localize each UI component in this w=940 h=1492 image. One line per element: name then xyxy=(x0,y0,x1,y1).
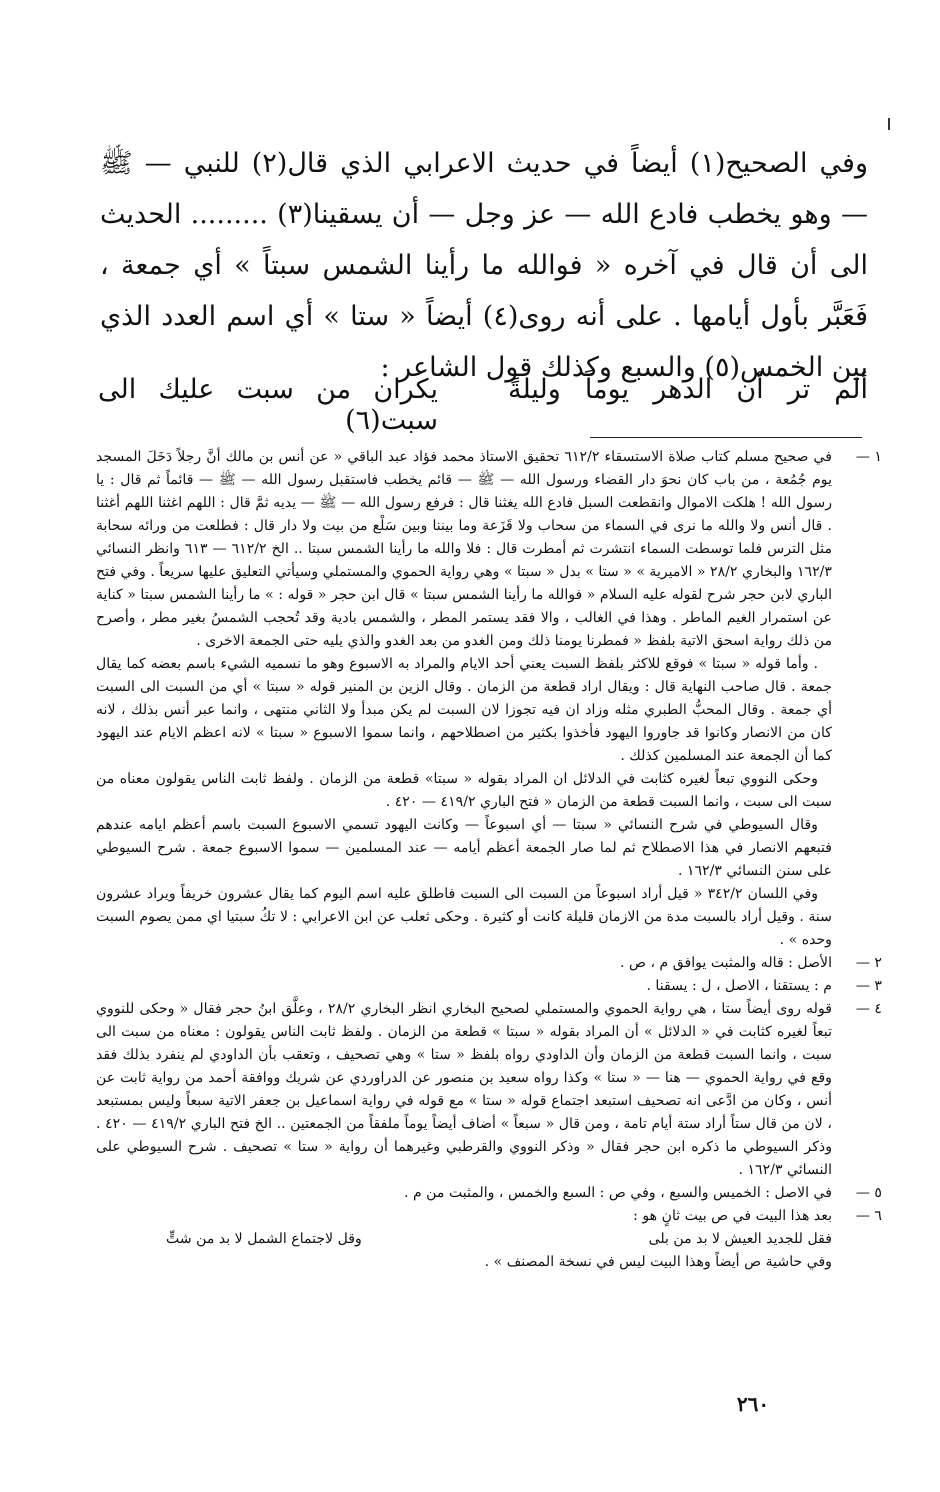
footnotes xyxy=(96,446,882,1274)
main-text xyxy=(100,138,868,393)
footnote-5 xyxy=(96,1182,882,1205)
footnote-paragraph: بعد هذا البيت في ص بيت ثانٍ هو : xyxy=(633,1208,832,1224)
footnote-6 xyxy=(96,1205,882,1274)
footnote-paragraph: وقال السيوطي في شرح النسائي « سبتا — أي اسبوعاً — وكانت اليهود تسمي الاسبوع السبت باسم أعظم ايامه عندهم فتبعهم الانصار في هذا الاصطلاح ثم لما صار الجمعة أعظم أيامه — عند المسلمين — سموا الاسبوع جمعة . شرح السيوطي على سنن النسائي ١٦٢/٣ . xyxy=(96,817,832,879)
footnote-paragraph: وحكى النووي تبعاً لغيره كثابت في الدلائل ان المراد بقوله « سبتا» قطعة من الزمان . ولفظ ثابت الناس يقولون معناه من سبت الى سبت ، وانما السبت قطعة من الزمان « فتح الباري ٤١٩/٢ — ٤٢٠ . xyxy=(96,771,832,810)
footnote-paragraph: الأصل : قاله والمثبت يوافق م ، ص . xyxy=(620,955,832,971)
footnote-2 xyxy=(96,952,882,975)
page-number: ٢٦٠ xyxy=(736,1392,770,1416)
footnote-3 xyxy=(96,975,882,998)
footnote-paragraph: وفي اللسان ٣٤٢/٢ « قيل أراد اسبوعاً من السبت الى السبت فاطلق عليه اسم اليوم كما يقال عشرون خريفاً ويراد عشرون سنة . وقيل أراد بالسبت مدة من الازمان قليلة كانت أو كثيرة . وحكى ثعلب عن ابن الاعرابي : لا تكُ سبتيا اي ممن يصوم السبت وحده » . xyxy=(96,886,832,948)
scan-mark xyxy=(888,118,890,130)
footnote-verse-first: فقل للجديد العيش لا بد من بلى xyxy=(648,1231,832,1247)
poem-verse xyxy=(98,374,868,436)
footnote-body xyxy=(96,446,832,952)
footnote-body xyxy=(96,1205,832,1274)
footnote-body xyxy=(96,952,832,975)
footnote-paragraph: وفي حاشية ص أيضاً وهذا البيت ليس في نسخة المصنف » . xyxy=(484,1254,832,1270)
footnote-number: ٢ — xyxy=(855,955,882,971)
footnote-verse-second: وقل لاجتماع الشمل لا بد من شتٍّ xyxy=(166,1231,362,1247)
footnote-number: ٦ — xyxy=(855,1208,882,1224)
footnote-number: ٥ — xyxy=(855,1185,882,1201)
footnote-paragraph: . وأما قوله « سبتا » فوقع للاكثر بلفظ السبت يعني أحد الايام والمراد به الاسبوع وهو ما نسميه الشيء باسم بعضه كما يقال جمعة . قال صاحب النهاية قال : ويقال اراد قطعة من الزمان . وقال الزين بن المنير قوله « سبتا » أي من السبت الى السبت أي جمعة . وقال المحبُّ الطبري مثله وزاد ان فيه تجوزا لان السبت لم يكن مبدأ ولا الثاني منتهى ، وانما عبر أنس بذلك ، لانه كان من الانصار وكانوا قد جاوروا اليهود فأخذوا بكثير من اصطلاحهم ، وانما سموا الاسبوع « سبتا » لانه اعظم الايام عند اليهود كما أن الجمعة عند المسلمين كذلك . xyxy=(96,656,832,764)
footnote-number: ١ — xyxy=(855,449,882,465)
footnote-paragraph: في صحيح مسلم كتاب صلاة الاستسقاء ٦١٢/٢ تحقيق الاستاذ محمد فؤاد عبد الباقي « عن أنس بن مالك أنَّ رجلاً دَخَلَ المسجد يوم جُمُعة ، من باب كان نحوَ دار القضاء ورسول الله — ﷺ — قائم يخطب فاستقبل رسول الله — ﷺ — قائماً ثم قال : يا رسول الله ! هلكت الاموال وانقطعت السبل فادع الله يغثنا قال : فرفع رسول الله — ﷺ — يديه ثمَّ قال : اللهم اغثنا اللهم أغثنا . قال أنس ولا والله ما نرى في السماء من سحاب ولا قَزَعة وما بيننا وبين سَلْع من بيت ولا دار قال : فطلعت من ورائه سحابة مثل الترس فلما توسطت السماء انتشرت ثم أمطرت قال : فلا والله ما رأينا الشمس سبتا .. الخ ٦١٢/٢ — ٦١٣ وانظر النسائي ١٦٢/٣ والبخاري ٢٨/٢ « الاميرية » « ستا » بدل « سبتا » وهي رواية الحموي والمستملي وسيأتي التعليق عليها سريعاً . وفي فتح الباري لابن حجر شرح لقوله عليه السلام « فوالله ما رأينا الشمس سبتا » قال ابن حجر « قوله : » ما رأينا الشمس سبتا « كناية عن استمرار الغيم الماطر . وهذا في الغالب ، والا فقد يستمر المطر ، والشمس بادية وقد تُحجب الشمسُ بغير مطر ، وأصرح من ذلك رواية اسحق الاتية بلفظ « فمطرنا يومنا ذلك ومن الغدو من بعد الغدو والذي يليه حتى الجمعة الاخرى . xyxy=(96,449,833,649)
footnote-1 xyxy=(96,446,882,952)
footnote-number: ٣ — xyxy=(855,978,882,994)
verse-second-hemistich: يكران من سبت عليك الى سبت(٦) xyxy=(98,374,438,436)
footnote-body xyxy=(96,1182,832,1205)
footnote-separator xyxy=(590,437,862,438)
verse-first-hemistich: ألم تر أن الدهر يوماً وليلةً xyxy=(508,374,868,405)
footnote-paragraph: قوله روى أيضاً ستا ، هي رواية الحموي والمستملي لصحيح البخاري انظر البخاري ٢٨/٢ ، وعلَّق ابنُ حجر فقال « وحكى للنووي تبعاً لغيره كثابت في « الدلائل » أن المراد بقوله « سبتا » قطعة من الزمان . ولفظ ثابت الناس يقولون : معناه من سبت الى سبت ، وانما السبت قطعة من الزمان وأن الداودي رواه بلفظ « ستا » وهي تصحيف ، وتعقب بأن الداودي لم ينفرد بذلك فقد وقع في رواية الحموي — هنا — « ستا » وكذا رواه سعيد بن منصور عن الدراوردي عن شريك ووافقة أحمد من رواية ثابت عن أنس ، وكان من ادَّعى انه تصحيف استبعد اجتماع قوله « ستا » مع قوله في رواية اسماعيل بن جعفر الاتية سبعاً وليس بمستبعد ، لان من قال ستاً أراد ستة أيام تامة ، ومن قال « سبعاً » أضاف أيضاً يوماً ملفقاً من الجمعتين .. الخ فتح الباري ٤١٩/٢ — ٤٢٠ . وذكر السيوطي ما ذكره ابن حجر فقال « وذكر النووي والقرطبي وغيرهما أن رواية « ستا » تصحيف . شرح السيوطي على النسائي ١٦٢/٣ . xyxy=(96,1001,833,1178)
footnote-paragraph: في الاصل : الخميس والسبع ، وفي ص : السبع والخمس ، والمثبت من م . xyxy=(404,1185,832,1201)
footnote-number: ٤ — xyxy=(855,1001,882,1017)
footnote-body xyxy=(96,975,832,998)
main-paragraph: وفي الصحيح(١) أيضاً في حديث الاعرابي الذي قال(٢) للنبي — ﷺ — وهو يخطب فادع الله — عز وجل — أن يسقينا(٣) ......... الحديث الى أن قال في آخره « فوالله ما رأينا الشمس سبتاً » أي جمعة ، فَعَبَّر بأول أيامها . على أنه روى(٤) أيضاً « ستا » أي اسم العدد الذي بين الخمس(٥) والسبع وكذلك قول الشاعر : xyxy=(100,148,869,383)
footnote-verse xyxy=(96,1228,832,1251)
footnote-body xyxy=(96,998,832,1182)
footnote-4 xyxy=(96,998,882,1182)
footnote-paragraph: م : يستقنا ، الاصل ، ل : يسقنا . xyxy=(646,978,832,994)
